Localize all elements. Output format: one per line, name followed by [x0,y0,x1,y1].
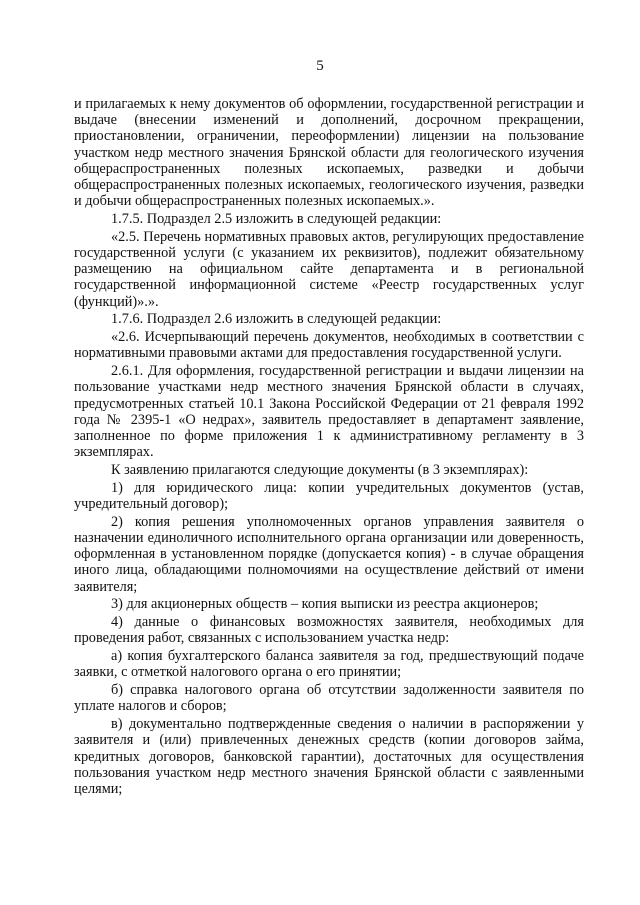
page-number: 5 [316,58,324,74]
paragraph-2-6-1: 2.6.1. Для оформления, государственной регистрации и выдачи лицензии на пользование участками недр местного значения Брянской области в случаях, предусмотренных статьей 10.1 Закона Российской Федерации от 21 февраля 1992 года № 2395-1 «О недрах», заявитель предоставляет в департамент заявление, заполненное по форме приложения 1 к административному регламенту в 3 экземплярах. [74,363,584,461]
paragraph-2-5: «2.5. Перечень нормативных правовых актов, регулирующих предоставление государственной услуги (с указанием их реквизитов), подлежит обязательному размещению на официальном сайте департамента и в региональной государственной информационной системе «Реестр государственных услуг (функций)».». [74,228,584,310]
paragraph-1-7-5: 1.7.5. Подраздел 2.5 изложить в следующей редакции: [111,211,442,228]
list-item-3: 3) для акционерных обществ – копия выписки из реестра акционеров; [111,596,539,613]
paragraph-attachments-intro: К заявлению прилагаются следующие документы (в 3 экземплярах): [111,462,529,479]
list-item-1: 1) для юридического лица: копии учредительных документов (устав, учредительный договор); [74,479,584,513]
list-item-4: 4) данные о финансовых возможностях заявителя, необходимых для проведения работ, связанных с использованием участка недр: [74,614,584,647]
document-body [74,96,584,799]
paragraph-2-6: «2.6. Исчерпывающий перечень документов, необходимых в соответствии с нормативными правовыми актами для предоставления государственной услуги. [74,329,584,362]
list-item-4v: в) документально подтвержденные сведения о наличии в распоряжении у заявителя и (или) привлеченных денежных средств (копии договоров займа, кредитных договоров, банковской гарантии), достаточных для осуществления пользования участком недр местного значения Брянской области с заявленными целями; [74,716,584,798]
list-item-2: 2) копия решения уполномоченных органов управления заявителя о назначении единоличного исполнительного органа организации или доверенность, оформленная в установленном порядке (допускается копия) - в случае обращения иного лица, обладающими полномочиями на осуществление действий от имени заявителя; [74,513,584,595]
list-item-4b: б) справка налогового органа об отсутствии задолженности заявителя по уплате налогов и сборов; [74,682,584,715]
list-item-4a: а) копия бухгалтерского баланса заявителя за год, предшествующий подаче заявки, с отметкой налогового органа о его принятии; [74,648,584,681]
paragraph-1-7-6: 1.7.6. Подраздел 2.6 изложить в следующей редакции: [111,311,442,328]
paragraph-intro: и прилагаемых к нему документов об оформлении, государственной регистрации и выдаче (внесении изменений и дополнений, досрочном прекращении, приостановлении, ограничении, переоформлении) лицензии на пользование участком недр местного значения Брянской области для геологического изучения общераспространенных полезных ископаемых, разведки и добычи общераспространенных полезных ископаемых, геологического изучения, разведки и добычи общераспространенных полезных ископаемых.». [74,96,584,210]
